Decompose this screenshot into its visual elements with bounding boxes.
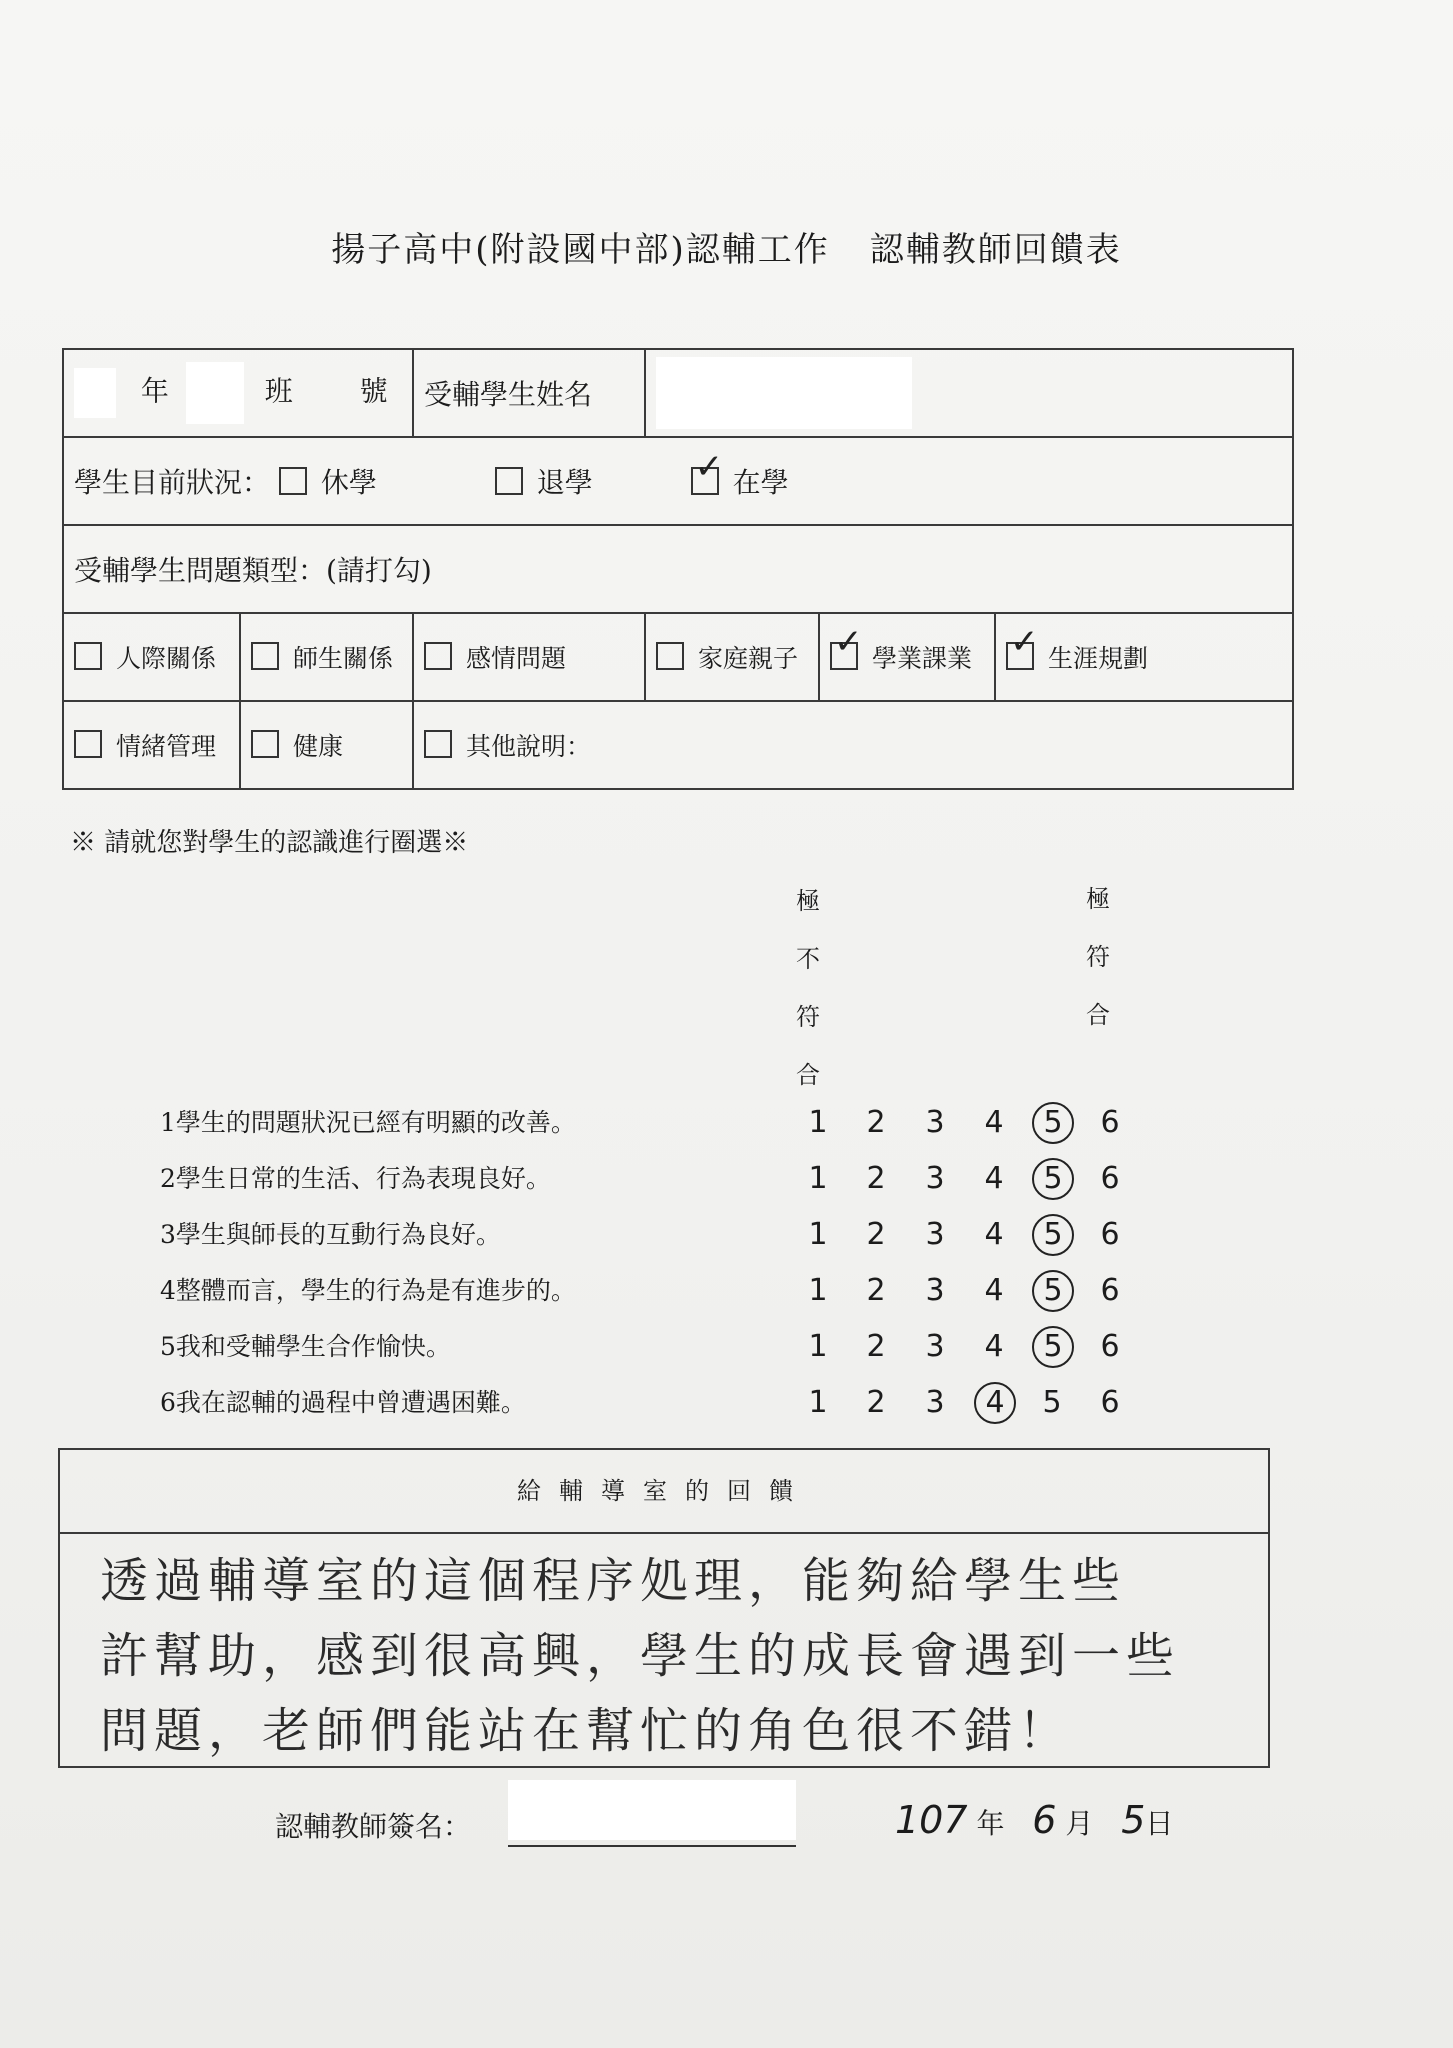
rating-option-1[interactable] <box>798 1319 838 1375</box>
rating-item-text: 2學生日常的生活、行為表現良好。 <box>160 1164 551 1193</box>
date-year: 107 <box>895 1798 968 1842</box>
rating-option-label: 5 <box>1032 1270 1074 1312</box>
rating-option-label: 6 <box>1100 1105 1120 1140</box>
class-cell <box>63 349 413 437</box>
rating-option-4[interactable] <box>974 1263 1014 1319</box>
label-emotion: 情緒管理 <box>116 732 217 761</box>
rating-item-text: 1學生的問題狀況已經有明顯的改善。 <box>160 1108 576 1137</box>
signature-line[interactable] <box>508 1845 796 1847</box>
student-name-label: 受輔學生姓名 <box>424 378 593 411</box>
scale-low-char-2: 不 <box>796 945 820 973</box>
rating-option-label: 6 <box>1100 1273 1120 1308</box>
rating-item-5 <box>160 1319 1140 1375</box>
rating-option-label: 3 <box>925 1217 945 1252</box>
rating-option-2[interactable] <box>856 1375 896 1431</box>
title-part1: 揚子高中(附設國中部)認輔工作 <box>331 230 830 270</box>
rating-item-text: 3學生與師長的互動行為良好。 <box>160 1220 501 1249</box>
rating-option-1[interactable] <box>798 1095 838 1151</box>
rating-option-label: 6 <box>1100 1329 1120 1364</box>
student-name-cell[interactable] <box>645 349 1293 437</box>
scale-high-char-2: 符 <box>1086 943 1110 971</box>
rating-option-3[interactable] <box>915 1263 955 1319</box>
rating-option-4[interactable] <box>974 1207 1014 1263</box>
form-title <box>0 222 1453 271</box>
rating-instruction: ※ 請就您對學生的認識進行圈選※ <box>70 828 469 858</box>
signature-label: 認輔教師簽名： <box>275 1810 472 1843</box>
label-other: 其他說明： <box>466 732 592 761</box>
scale-low-char-1: 極 <box>796 887 820 915</box>
scale-low-char-3: 符 <box>796 1003 820 1031</box>
rating-option-label: 4 <box>984 1217 1004 1252</box>
rating-option-label: 6 <box>1100 1385 1120 1420</box>
checkbox-academic[interactable] <box>830 642 858 670</box>
problem-cell-relationship <box>413 613 645 701</box>
rating-option-5-selected[interactable] <box>1032 1095 1072 1151</box>
rating-option-6[interactable] <box>1090 1263 1130 1319</box>
problem-cell-other <box>413 701 1293 789</box>
feedback-line-2: 許幫助，感到很高興，學生的成長會遇到一些 <box>100 1628 1181 1684</box>
scale-high-label <box>1078 870 1118 1044</box>
rating-item-6 <box>160 1375 1140 1431</box>
scale-low-char-4: 合 <box>796 1061 820 1089</box>
problem-cell-teacher-student <box>240 613 413 701</box>
rating-option-label: 5 <box>1032 1326 1074 1368</box>
rating-option-5-selected[interactable] <box>1032 1207 1072 1263</box>
number-label: 號 <box>359 374 388 408</box>
status-checkbox-withdrawn[interactable] <box>495 467 523 495</box>
date <box>895 1798 1173 1842</box>
rating-option-label: 1 <box>808 1385 828 1420</box>
problem-type-label-cell <box>63 525 1293 613</box>
rating-option-label: 1 <box>808 1273 828 1308</box>
redacted-class <box>186 362 244 424</box>
student-name-label-cell <box>413 349 645 437</box>
problem-cell-academic <box>819 613 995 701</box>
status-checkbox-suspended[interactable] <box>279 467 307 495</box>
rating-option-5-selected[interactable] <box>1032 1263 1072 1319</box>
status-checkbox-enrolled[interactable] <box>691 467 719 495</box>
status-option-withdrawn: 退學 <box>536 466 593 499</box>
rating-items <box>160 1095 1140 1431</box>
rating-option-3[interactable] <box>915 1207 955 1263</box>
rating-option-2[interactable] <box>856 1207 896 1263</box>
rating-option-label: 1 <box>808 1329 828 1364</box>
rating-option-label: 2 <box>866 1217 886 1252</box>
rating-option-1[interactable] <box>798 1207 838 1263</box>
class-label: 班 <box>264 374 293 408</box>
rating-option-6[interactable] <box>1090 1207 1130 1263</box>
rating-option-label: 6 <box>1100 1217 1120 1252</box>
rating-item-4 <box>160 1263 1140 1319</box>
rating-item-text: 6我在認輔的過程中曾遭遇困難。 <box>160 1388 526 1417</box>
rating-item-1 <box>160 1095 1140 1151</box>
feedback-heading: 給輔導室的回饋 <box>60 1450 1268 1534</box>
rating-option-3[interactable] <box>915 1319 955 1375</box>
rating-option-1[interactable] <box>798 1263 838 1319</box>
rating-option-1[interactable] <box>798 1375 838 1431</box>
rating-option-3[interactable] <box>915 1151 955 1207</box>
info-table <box>62 348 1294 790</box>
rating-option-6[interactable] <box>1090 1151 1130 1207</box>
rating-item-text: 4整體而言，學生的行為是有進步的。 <box>160 1276 576 1305</box>
problem-cell-career <box>995 613 1293 701</box>
rating-option-label: 3 <box>925 1273 945 1308</box>
redacted-grade <box>74 368 116 418</box>
scale-high-char-1: 極 <box>1086 885 1110 913</box>
rating-option-2[interactable] <box>856 1095 896 1151</box>
rating-option-2[interactable] <box>856 1319 896 1375</box>
date-day-unit: 日 <box>1145 1807 1174 1840</box>
rating-option-label: 5 <box>1042 1385 1062 1420</box>
rating-option-label: 2 <box>866 1161 886 1196</box>
feedback-text[interactable] <box>60 1534 1268 1779</box>
rating-option-label: 3 <box>925 1329 945 1364</box>
rating-option-4[interactable] <box>974 1095 1014 1151</box>
rating-option-label: 3 <box>925 1105 945 1140</box>
redacted-signature <box>508 1780 796 1840</box>
date-year-unit: 年 <box>976 1807 1005 1840</box>
problem-cell-family <box>645 613 819 701</box>
rating-option-3[interactable] <box>915 1375 955 1431</box>
rating-option-5[interactable] <box>1032 1375 1072 1431</box>
rating-option-label: 4 <box>984 1273 1004 1308</box>
rating-option-6[interactable] <box>1090 1319 1130 1375</box>
feedback-line-1: 透過輔導室的這個程序処理，能夠給學生些 <box>100 1553 1127 1609</box>
checkbox-teacher-student[interactable] <box>251 642 279 670</box>
rating-option-label: 4 <box>984 1105 1004 1140</box>
label-interpersonal: 人際關係 <box>116 644 217 673</box>
feedback-line-3: 問題，老師們能站在幫忙的角色很不錯！ <box>100 1703 1073 1759</box>
label-health: 健康 <box>293 732 344 761</box>
problem-cell-health <box>240 701 413 789</box>
rating-option-5-selected[interactable] <box>1032 1319 1072 1375</box>
date-day: 5 <box>1121 1798 1146 1842</box>
date-month: 6 <box>1032 1798 1057 1842</box>
label-career: 生涯規劃 <box>1048 644 1149 673</box>
status-label: 學生目前狀況： <box>74 466 271 499</box>
status-cell <box>63 437 1293 525</box>
rating-option-6[interactable] <box>1090 1375 1130 1431</box>
feedback-box <box>58 1448 1270 1768</box>
rating-option-5-selected[interactable] <box>1032 1151 1072 1207</box>
checkbox-interpersonal[interactable] <box>74 642 102 670</box>
status-option-suspended: 休學 <box>320 466 377 499</box>
label-teacher-student: 師生關係 <box>293 644 394 673</box>
date-month-unit: 月 <box>1065 1807 1094 1840</box>
title-part2: 認輔教師回饋表 <box>869 230 1122 270</box>
rating-option-2[interactable] <box>856 1151 896 1207</box>
rating-option-label: 5 <box>1032 1158 1074 1200</box>
rating-option-label: 2 <box>866 1273 886 1308</box>
rating-option-label: 2 <box>866 1385 886 1420</box>
rating-option-label: 5 <box>1032 1214 1074 1256</box>
checkbox-health[interactable] <box>251 730 279 758</box>
label-relationship: 感情問題 <box>466 644 567 673</box>
rating-option-label: 3 <box>925 1161 945 1196</box>
rating-option-label: 4 <box>984 1161 1004 1196</box>
rating-item-text: 5我和受輔學生合作愉快。 <box>160 1332 451 1361</box>
problem-type-label: 受輔學生問題類型：(請打勾) <box>74 554 432 587</box>
rating-option-3[interactable] <box>915 1095 955 1151</box>
rating-option-4-selected[interactable] <box>974 1375 1014 1431</box>
label-family: 家庭親子 <box>698 644 799 673</box>
checkbox-other[interactable] <box>424 730 452 758</box>
checkbox-emotion[interactable] <box>74 730 102 758</box>
year-label: 年 <box>140 374 169 408</box>
rating-option-label: 2 <box>866 1105 886 1140</box>
checkbox-family[interactable] <box>656 642 684 670</box>
rating-option-4[interactable] <box>974 1319 1014 1375</box>
rating-option-label: 5 <box>1032 1102 1074 1144</box>
problem-cell-emotion <box>63 701 240 789</box>
rating-option-1[interactable] <box>798 1151 838 1207</box>
rating-option-2[interactable] <box>856 1263 896 1319</box>
status-option-enrolled: 在學 <box>732 466 789 499</box>
rating-option-label: 1 <box>808 1161 828 1196</box>
scale-high-char-3: 合 <box>1086 1001 1110 1029</box>
rating-option-label: 3 <box>925 1385 945 1420</box>
rating-option-4[interactable] <box>974 1151 1014 1207</box>
rating-option-label: 2 <box>866 1329 886 1364</box>
rating-option-label: 4 <box>974 1382 1016 1424</box>
scale-low-label <box>788 872 828 1104</box>
label-academic: 學業課業 <box>872 644 973 673</box>
rating-option-label: 4 <box>984 1329 1004 1364</box>
rating-item-2 <box>160 1151 1140 1207</box>
rating-option-label: 1 <box>808 1217 828 1252</box>
rating-option-6[interactable] <box>1090 1095 1130 1151</box>
rating-option-label: 1 <box>808 1105 828 1140</box>
checkbox-career[interactable] <box>1006 642 1034 670</box>
checkbox-relationship[interactable] <box>424 642 452 670</box>
rating-item-3 <box>160 1207 1140 1263</box>
problem-cell-interpersonal <box>63 613 240 701</box>
rating-option-label: 6 <box>1100 1161 1120 1196</box>
redacted-student-name <box>656 357 912 429</box>
